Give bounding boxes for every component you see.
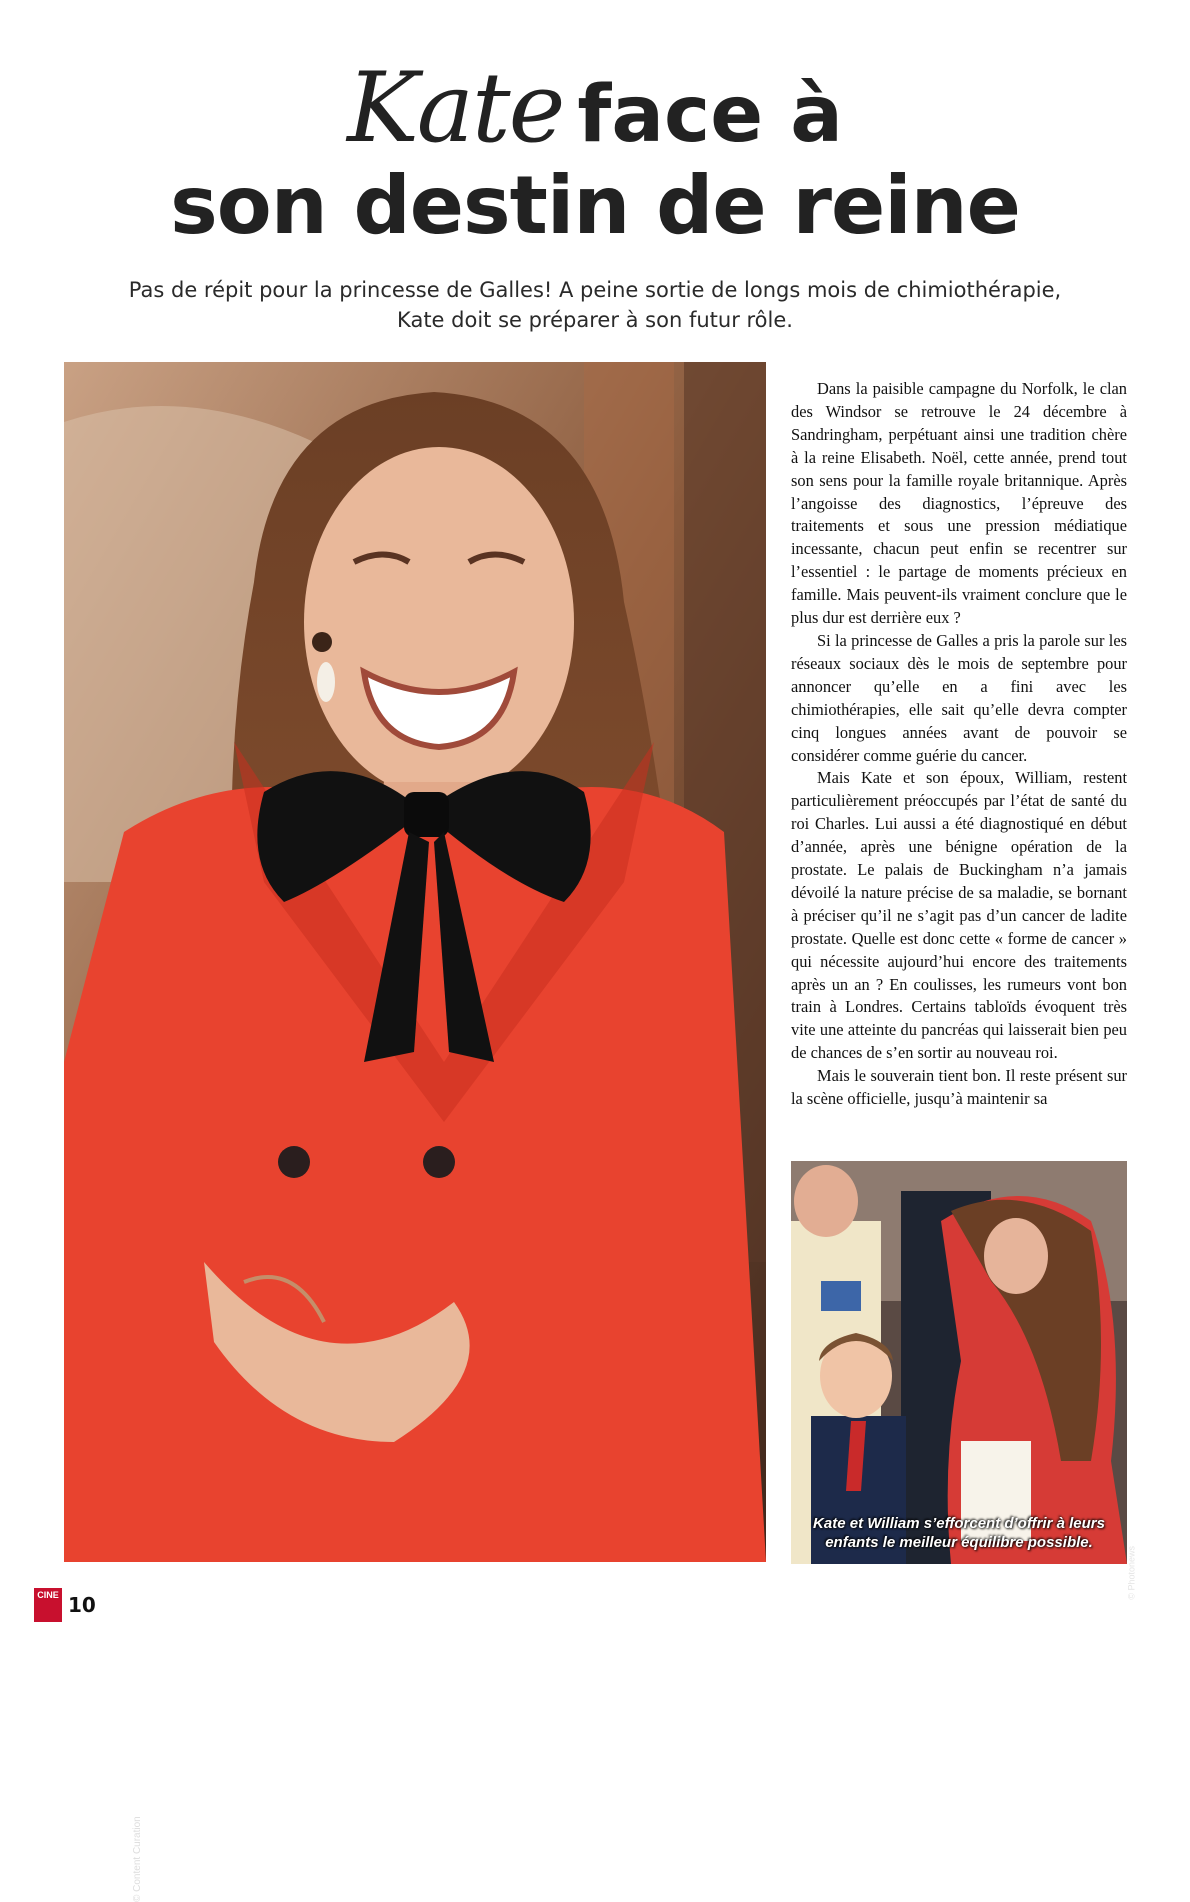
headline-line1 [0, 52, 1190, 164]
body-paragraph: Mais Kate et son époux, William, restent particulièrement préoccupés par l’état de santé du roi Charles. Lui aussi a été diagnostiqué en début d’année, après une bénigne opération de la prostate. Le palais de Buckingham n’a jamais dévoilé la nature précise de sa maladie, se bornant à préciser qu’il ne s’agit pas d’un cancer de ladite prostate. Quelle est donc cette « forme de cancer » qui nécessite aujourd’hui encore des traitements après un an ? En coulisses, les rumeurs vont bon train à Londres. Certains tabloïds évoquent très vite une atteinte du pancréas qui laisserait bien peu de chances de s’en sortir au nouveau roi. [791, 768, 1127, 1063]
headline [0, 52, 1190, 252]
inset-photo-illustration [791, 1161, 1127, 1564]
inset-caption-line2: enfants le meilleur équilibre possible. [825, 1534, 1093, 1551]
inset-photo-credit: © Photonews [1127, 1546, 1137, 1600]
inset-caption [791, 1514, 1127, 1552]
headline-script-word: Kate [347, 52, 564, 164]
headline-line2: son destin de reine [170, 159, 1020, 252]
page-number: 10 [68, 1593, 96, 1617]
headline-line1-rest: face à [577, 70, 843, 160]
magazine-logo: CINE [34, 1588, 62, 1622]
standfirst-line1: Pas de répit pour la princesse de Galles! A peine sortie de longs mois de chimiothérapie, [128, 278, 1062, 302]
body-paragraph: Dans la paisible campagne du Norfolk, le clan des Windsor se retrouve le 24 décembre à Sandringham, perpétuant ainsi une tradition chère à la reine Elisabeth. Noël, cette année, prend tout son sens pour la famille royale britannique. Après l’angoisse des diagnostics, l’épreuve des traitements et sous une pression médiatique incessante, chacun peut enfin se recentrer sur l’essentiel : le partage de moments précieux en famille. Mais peuvent-ils vraiment conclure que le plus dur est derrière eux ? [791, 379, 1127, 628]
standfirst [90, 275, 1100, 335]
standfirst-line2: Kate doit se préparer à son futur rôle. [397, 308, 793, 332]
inset-caption-line1: Kate et William s’efforcent d’offrir à leurs [813, 1515, 1105, 1532]
body-paragraph: Mais le souverain tient bon. Il reste présent sur la scène officielle, jusqu’à maintenir sa [791, 1066, 1127, 1109]
main-photo-credit: © Content Curation [132, 1816, 143, 1902]
body-paragraph: Si la princesse de Galles a pris la parole sur les réseaux sociaux dès le mois de septembre pour annoncer qu’elle en a fini avec les chimiothérapies, elle sait qu’elle devra compter cinq longues années avant de pouvoir se considérer comme guérie du cancer. [791, 630, 1127, 765]
inset-photo [791, 1161, 1137, 1600]
article-body [791, 378, 1127, 1111]
folio [34, 1588, 96, 1622]
main-photo-illustration [64, 362, 766, 1562]
